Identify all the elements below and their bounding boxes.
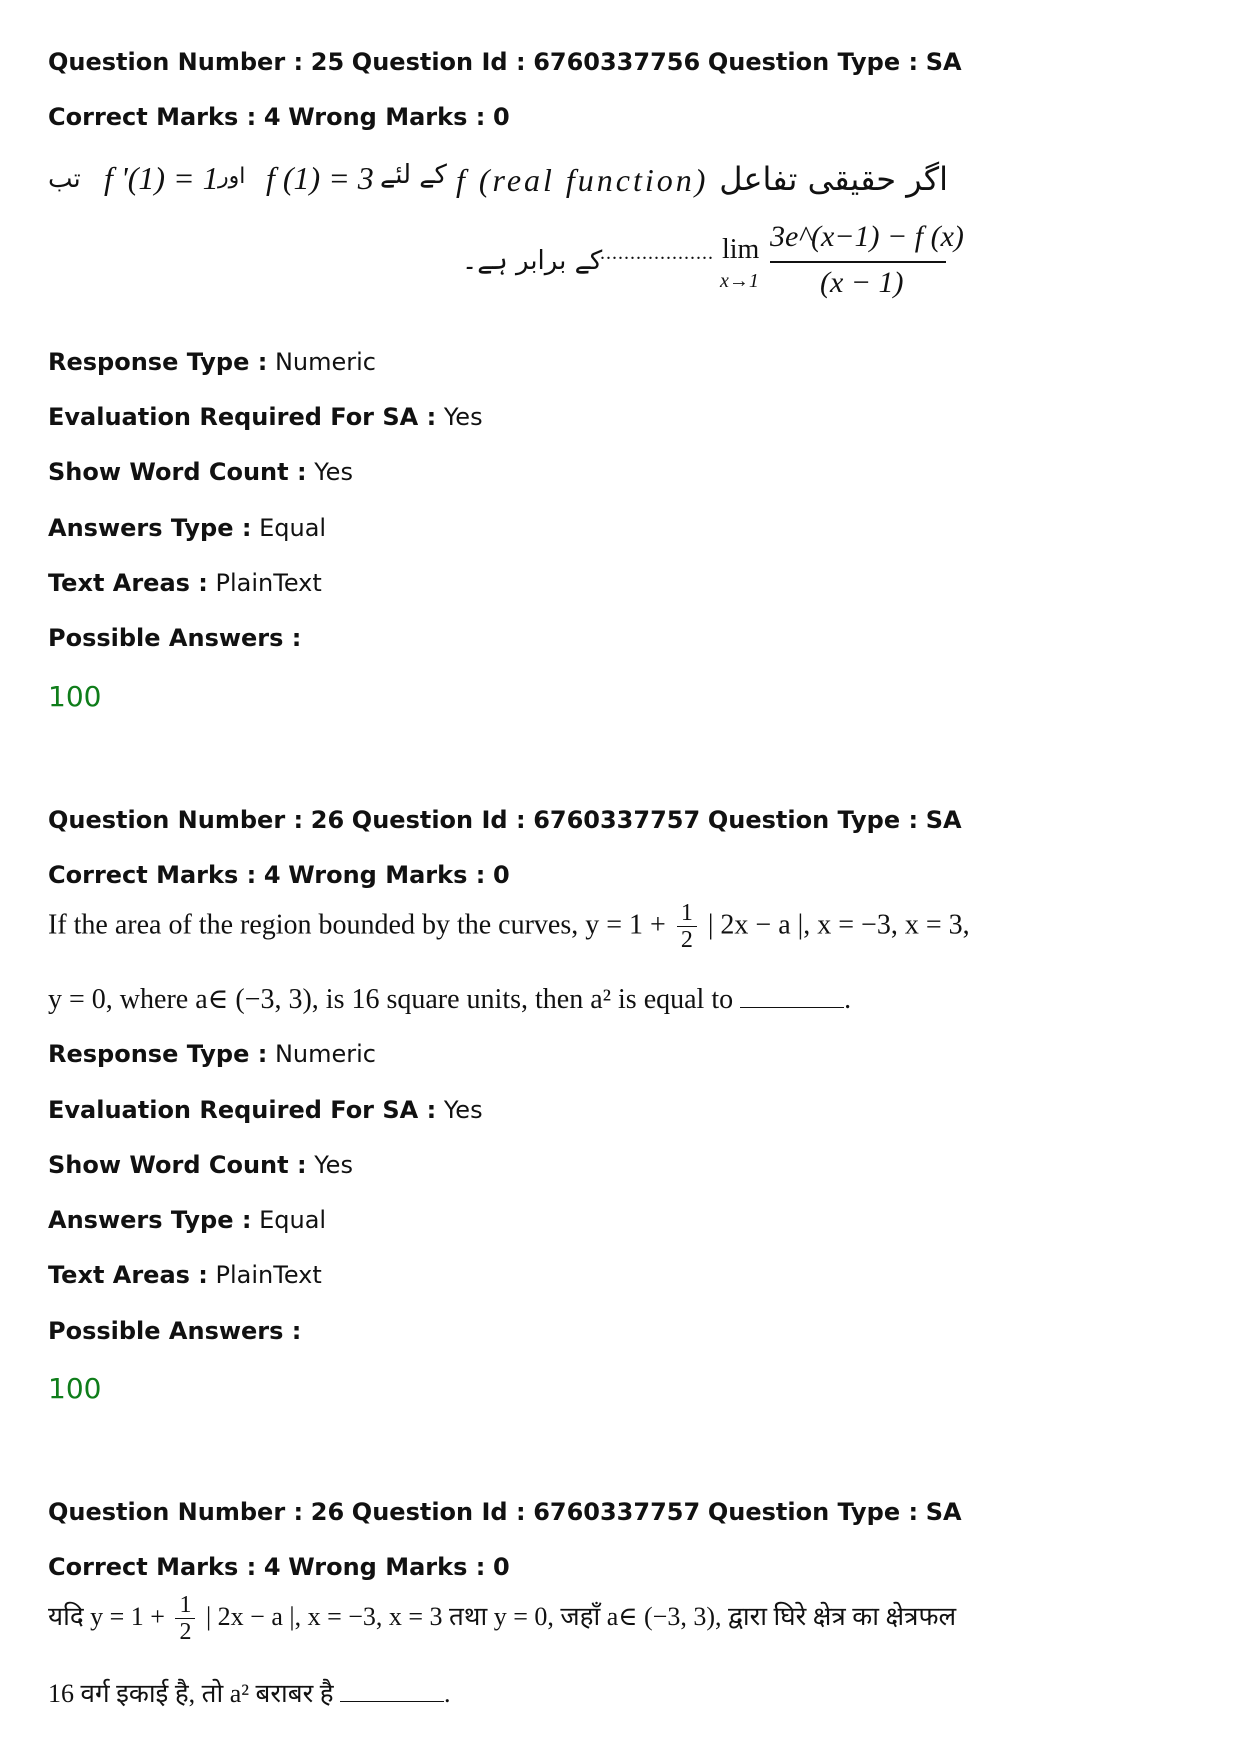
statement-text: | 2x − a |, x = −3, x = 3 तथा y = 0, जहाँ a∈ (−3, 3), द्वारा घिरे क्षेत्र का क्षेत्रफल [205, 1601, 957, 1631]
q26a-statement-line1 [48, 900, 970, 954]
q25-word-count [48, 457, 353, 487]
half-fraction [175, 1592, 195, 1646]
correct-marks-label: Correct Marks : [48, 103, 257, 131]
q25-answers-type [48, 513, 326, 543]
q26a-possible-answer: 100 [48, 1372, 102, 1405]
lim-denominator: (x − 1) [820, 266, 904, 299]
text-areas-value: PlainText [215, 569, 322, 597]
q26a-possible-answers-label: Possible Answers : [48, 1317, 302, 1345]
question-number-label: Question Number : [48, 806, 304, 834]
word-count-label: Show Word Count : [48, 1151, 307, 1179]
question-id-label: Question Id : [351, 1498, 526, 1526]
question-id-label: Question Id : [351, 806, 526, 834]
question-type-label: Question Type : [707, 48, 919, 76]
answer-blank [340, 1679, 444, 1702]
q25-header [48, 47, 962, 77]
question-id-label: Question Id : [351, 48, 526, 76]
question-type: SA [925, 48, 962, 76]
wrong-marks: 0 [492, 103, 510, 131]
answers-type-label: Answers Type : [48, 514, 252, 542]
question-number: 25 [310, 48, 345, 76]
response-type-value: Numeric [274, 348, 376, 376]
q25-text-areas [48, 568, 322, 598]
statement-end: . [844, 984, 852, 1015]
lim-subscript: x→1 [720, 270, 759, 292]
wrong-marks: 0 [492, 861, 510, 889]
question-type: SA [925, 806, 962, 834]
word-count-label: Show Word Count : [48, 458, 307, 486]
statement-end: . [444, 1679, 451, 1708]
q26a-text-areas [48, 1260, 322, 1290]
q25-marks [48, 102, 510, 132]
fraction-bar [770, 261, 946, 263]
urdu-is-equal-to: کے برابر ہے۔ [462, 246, 603, 276]
q25-evaluation [48, 402, 483, 432]
q26b-marks [48, 1552, 510, 1582]
urdu-if-real-function: اگر حقیقی تفاعل [719, 160, 948, 198]
half-fraction [677, 900, 697, 954]
correct-marks-label: Correct Marks : [48, 861, 257, 889]
real-function: f (real function) [456, 162, 709, 198]
fraction-numerator: 1 [175, 1592, 195, 1619]
response-type-label: Response Type : [48, 348, 268, 376]
q26a-evaluation [48, 1095, 483, 1125]
q26a-statement-line2 [48, 982, 851, 1016]
question-id: 6760337757 [533, 1498, 701, 1526]
correct-marks: 4 [263, 103, 281, 131]
fraction-denominator: 2 [680, 927, 693, 954]
text-areas-label: Text Areas : [48, 1261, 208, 1289]
correct-marks-label: Correct Marks : [48, 1553, 257, 1581]
q26a-response-type [48, 1039, 376, 1069]
statement-text: यदि y = 1 + [48, 1601, 165, 1631]
fraction-numerator: 1 [677, 900, 697, 927]
question-type-label: Question Type : [707, 1498, 919, 1526]
lim: lim [722, 234, 760, 265]
correct-marks: 4 [263, 861, 281, 889]
question-number: 26 [310, 1498, 345, 1526]
answers-type-value: Equal [259, 1206, 327, 1234]
response-type-value: Numeric [274, 1040, 376, 1068]
evaluation-value: Yes [443, 1096, 483, 1124]
wrong-marks-label: Wrong Marks : [288, 1553, 486, 1581]
text-areas-value: PlainText [215, 1261, 322, 1289]
q25-possible-answers-label: Possible Answers : [48, 624, 302, 652]
q26a-header [48, 805, 962, 835]
word-count-value: Yes [314, 458, 353, 486]
response-type-label: Response Type : [48, 1040, 268, 1068]
urdu-for: کے لئے [380, 160, 447, 190]
statement-text: | 2x − a |, x = −3, x = 3, [707, 909, 970, 941]
q25-statement-line1 [48, 158, 948, 208]
q25-limit-line [440, 220, 964, 318]
question-type: SA [925, 1498, 962, 1526]
wrong-marks-label: Wrong Marks : [288, 103, 486, 131]
answer-blank [740, 985, 844, 1008]
q26a-marks [48, 860, 510, 890]
f-of-1: f (1) = 3 [266, 160, 374, 196]
lim-numerator: 3e^(x−1) − f (x) [770, 220, 964, 253]
question-id: 6760337756 [533, 48, 701, 76]
answers-type-value: Equal [259, 514, 327, 542]
evaluation-value: Yes [443, 403, 483, 431]
q26a-answers-type [48, 1205, 326, 1235]
answer-dots: ................... [600, 242, 714, 264]
f-prime-of-1: f '(1) = 1 [104, 160, 219, 196]
q26b-header [48, 1497, 962, 1527]
q26b-statement-line1 [48, 1592, 956, 1646]
question-id: 6760337757 [533, 806, 701, 834]
statement-text: If the area of the region bounded by the curves, y = 1 + [48, 909, 666, 941]
question-number-label: Question Number : [48, 48, 304, 76]
fraction-denominator: 2 [179, 1619, 192, 1646]
statement-text: 16 वर्ग इकाई है, तो a² बराबर है [48, 1679, 334, 1708]
word-count-value: Yes [314, 1151, 353, 1179]
evaluation-label: Evaluation Required For SA : [48, 1096, 437, 1124]
answers-type-label: Answers Type : [48, 1206, 252, 1234]
question-number: 26 [310, 806, 345, 834]
wrong-marks-label: Wrong Marks : [288, 861, 486, 889]
evaluation-label: Evaluation Required For SA : [48, 403, 437, 431]
urdu-then: تب [48, 164, 81, 194]
statement-text: y = 0, where a∈ (−3, 3), is 16 square units, then a² is equal to [48, 984, 734, 1015]
q25-possible-answer: 100 [48, 680, 102, 713]
question-type-label: Question Type : [707, 806, 919, 834]
urdu-and: اور [218, 164, 246, 189]
wrong-marks: 0 [492, 1553, 510, 1581]
q25-response-type [48, 347, 376, 377]
q26a-word-count [48, 1150, 353, 1180]
question-number-label: Question Number : [48, 1498, 304, 1526]
text-areas-label: Text Areas : [48, 569, 208, 597]
correct-marks: 4 [263, 1553, 281, 1581]
q26b-statement-line2 [48, 1674, 451, 1710]
